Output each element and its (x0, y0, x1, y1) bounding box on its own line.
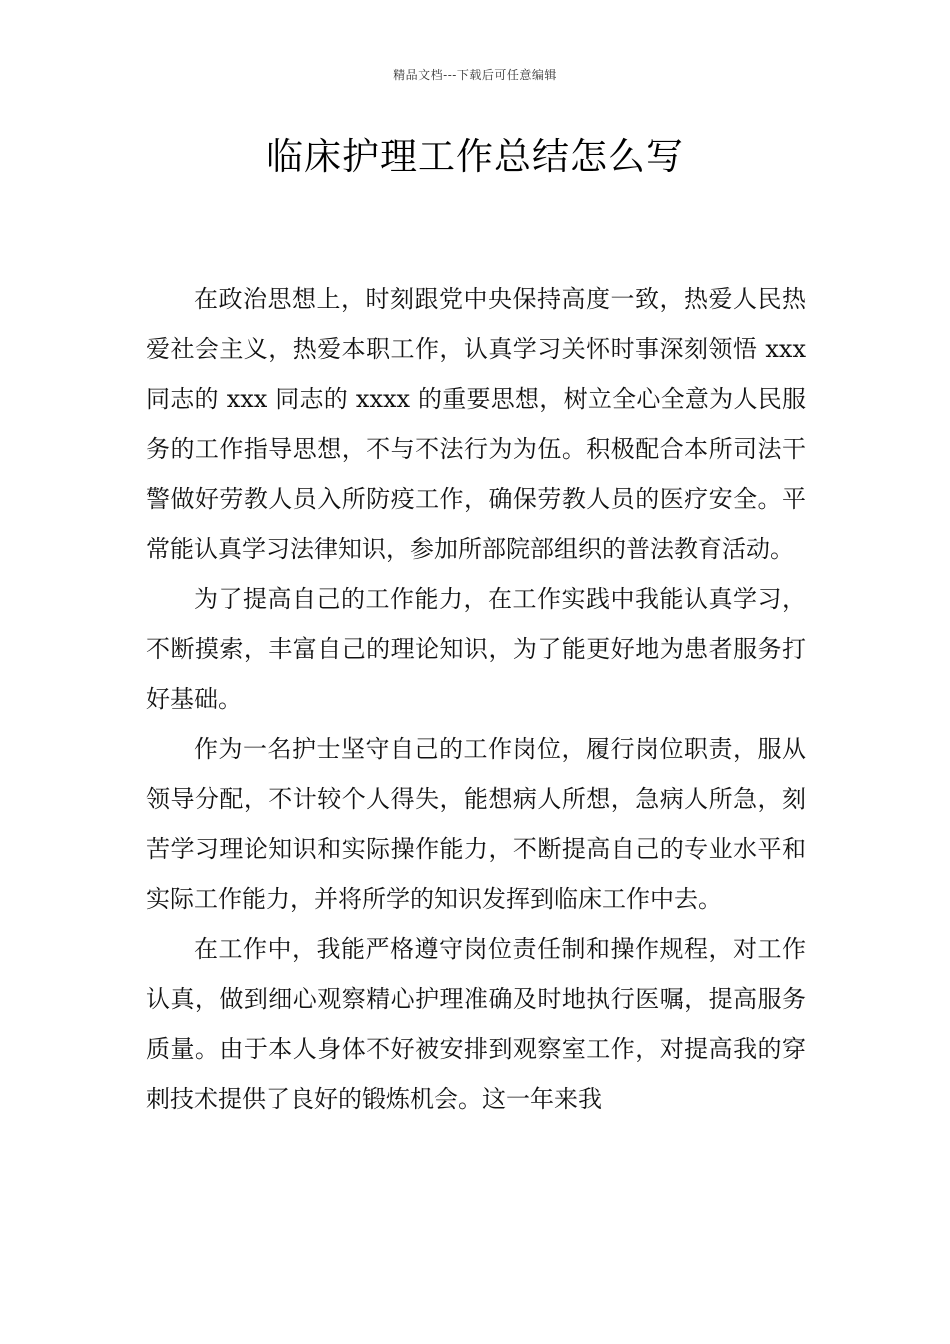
paragraph: 为了提高自己的工作能力，在工作实践中我能认真学习，不断摸索，丰富自己的理论知识，为了能更好地为患者服务打好基础。 (146, 585, 806, 713)
document-body (146, 274, 806, 1124)
header-note: 精品文档---下载后可任意编辑 (393, 68, 557, 82)
document-title: 临床护理工作总结怎么写 (266, 135, 684, 178)
paragraph: 在工作中，我能严格遵守岗位责任制和操作规程，对工作认真，做到细心观察精心护理准确及时地执行医嘱，提高服务质量。由于本人身体不好被安排到观察室工作，对提高我的穿刺技术提供了良好的锻炼机会。这一年来我 (146, 935, 806, 1113)
paragraph: 作为一名护士坚守自己的工作岗位，履行岗位职责，服从领导分配，不计较个人得失，能想病人所想，急病人所急，刻苦学习理论知识和实际操作能力，不断提高自己的专业水平和实际工作能力，并将所学的知识发挥到临床工作中去。 (146, 735, 806, 913)
paragraph: 在政治思想上，时刻跟党中央保持高度一致，热爱人民热爱社会主义，热爱本职工作，认真学习关怀时事深刻领悟 xxx 同志的 xxx 同志的 xxxx 的重要思想，树立全心全意为人民服务的工作指导思想，不与不法行为为伍。积极配合本所司法干警做好劳教人员入所防疫工作，确保劳教人员的医疗安全。平常能认真学习法律知识，参加所部院部组织的普法教育活动。 (146, 285, 806, 563)
